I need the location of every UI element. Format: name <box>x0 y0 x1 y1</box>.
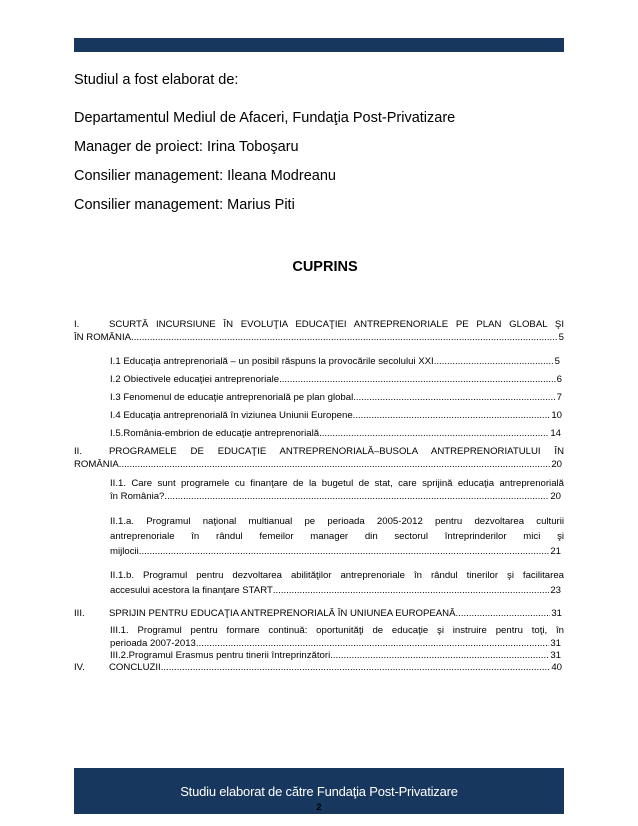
toc-page-number: 10 <box>551 410 562 421</box>
toc-leader-dots <box>139 545 550 558</box>
toc-entry-3-1-line1 <box>110 624 564 637</box>
toc-entry-title: I.4 Educaţia antreprenorială în viziunea Uniunii Europene <box>110 410 353 421</box>
toc-leader-dots <box>319 427 549 440</box>
toc-entry-title-cont: mijlocii <box>110 546 139 557</box>
toc-entry-title-cont: accesului acestora la finanţare START <box>110 585 273 596</box>
toc-page-number: 20 <box>550 491 561 502</box>
toc-entry-title-cont: antreprenoriale în rândul femeilor manager din sectorul întreprinderilor mici şi <box>110 531 564 542</box>
toc-leader-dots <box>353 391 555 404</box>
toc-section-title: SPRIJIN PENTRU EDUCAŢIA ANTREPRENORIALĂ ÎN UNIUNEA EUROPEANĂ <box>109 608 456 619</box>
toc-section-1-line1 <box>74 318 564 331</box>
toc-page-number: 5 <box>554 356 560 367</box>
toc-section-number: IV. <box>74 662 85 673</box>
toc-entry-2-1a-line3 <box>110 545 561 558</box>
credits-intro: Studiul a fost elaborat de: <box>74 72 239 88</box>
footer-banner-text: Studiu elaborat de către Fundaţia Post-Privatizare <box>180 783 458 799</box>
toc-entry-1-4 <box>110 409 562 422</box>
toc-entry-1-2 <box>110 373 562 386</box>
toc-section-1-line2 <box>74 331 564 344</box>
toc-page-number: 23 <box>550 585 561 596</box>
toc-entry-1-5 <box>110 427 561 440</box>
toc-section-title: PROGRAMELE DE EDUCAŢIE ANTREPRENORIALĂ–BUSOLA ANTREPRENORIATULUI ÎN <box>109 446 564 457</box>
toc-section-2-line1 <box>74 445 564 458</box>
toc-entry-title: II.1. Care sunt programele cu finanţare de la bugetul de stat, care sprijină educaţia antreprenorială <box>110 478 564 489</box>
toc-page-number: 20 <box>551 459 562 470</box>
toc-section-title-cont: ÎN ROMÂNIA <box>74 332 132 343</box>
credits-department: Departamentul Mediul de Afaceri, Fundaţia Post-Privatizare <box>74 110 456 126</box>
toc-leader-dots <box>273 584 550 597</box>
toc-page-number: 31 <box>551 608 562 619</box>
toc-entry-title: I.5.România-embrion de educaţie antreprenorială <box>110 428 320 439</box>
toc-entry-2-1a-line2 <box>110 530 564 543</box>
toc-entry-title: III.1. Programul pentru formare continuă: oportunităţi de educaţie şi instruire pentru toţi, în <box>110 625 564 636</box>
toc-page-number: 31 <box>550 638 561 649</box>
toc-leader-dots <box>279 373 556 386</box>
toc-entry-title-cont: în România? <box>110 491 165 502</box>
toc-entry-2-1-line2 <box>110 490 561 503</box>
toc-entry-title: II.1.a. Programul naţional multianual pe perioada 2005-2012 pentru dezvoltarea culturii <box>110 516 564 527</box>
toc-entry-title: II.1.b. Programul pentru dezvoltarea abilităţilor antreprenoriale în rândul tinerilor şi facilitarea <box>110 570 564 581</box>
toc-leader-dots <box>161 661 551 674</box>
toc-page-number: 31 <box>550 650 561 661</box>
toc-entry-1-1 <box>110 355 560 368</box>
toc-page-number: 5 <box>558 332 564 343</box>
toc-page-number: 14 <box>550 428 561 439</box>
toc-entry-2-1-line1 <box>110 477 564 490</box>
toc-section-number: III. <box>74 608 85 619</box>
toc-section-title: SCURTĂ INCURSIUNE ÎN EVOLUŢIA EDUCAŢIEI ANTREPRENORIALE PE PLAN GLOBAL ŞI <box>109 319 564 330</box>
toc-section-number: II. <box>74 446 82 457</box>
toc-entry-title: I.3 Fenomenul de educaţie antreprenorială pe plan global <box>110 392 354 403</box>
toc-page-number: 7 <box>556 392 562 403</box>
page-number: 2 <box>316 802 322 813</box>
toc-section-title: CONCLUZII <box>109 662 161 673</box>
toc-section-number: I. <box>74 319 80 330</box>
toc-section-2-line2 <box>74 458 562 471</box>
toc-entry-title: III.2.Programul Erasmus pentru tinerii întreprinzători <box>110 650 331 661</box>
toc-entry-1-3 <box>110 391 562 404</box>
toc-section-3 <box>74 607 562 620</box>
toc-entry-title: I.2 Obiectivele educaţiei antreprenoriale <box>110 374 280 385</box>
toc-leader-dots <box>456 607 551 620</box>
toc-section-4 <box>74 661 562 674</box>
toc-page-number: 21 <box>550 546 561 557</box>
credits-consultant-2: Consilier management: Marius Piti <box>74 197 295 213</box>
toc-leader-dots <box>353 409 551 422</box>
toc-entry-title: I.1 Educaţia antreprenorială – un posibil răspuns la provocările secolului XXI <box>110 356 434 367</box>
toc-entry-2-1b-line1 <box>110 569 564 582</box>
toc-leader-dots <box>164 490 549 503</box>
toc-leader-dots <box>434 355 554 368</box>
toc-section-title-cont: ROMÂNIA <box>74 459 119 470</box>
toc-entry-title-cont: perioada 2007-2013 <box>110 638 196 649</box>
credits-consultant-1: Consilier management: Ileana Modreanu <box>74 168 336 184</box>
toc-page-number: 6 <box>556 374 562 385</box>
credits-project-manager: Manager de proiect: Irina Toboşaru <box>74 139 299 155</box>
toc-title: CUPRINS <box>292 259 358 275</box>
toc-entry-2-1b-line2 <box>110 584 561 597</box>
toc-page-number: 40 <box>551 662 562 673</box>
toc-leader-dots <box>119 458 551 471</box>
toc-leader-dots <box>131 331 558 344</box>
toc-entry-2-1a-line1 <box>110 515 564 528</box>
